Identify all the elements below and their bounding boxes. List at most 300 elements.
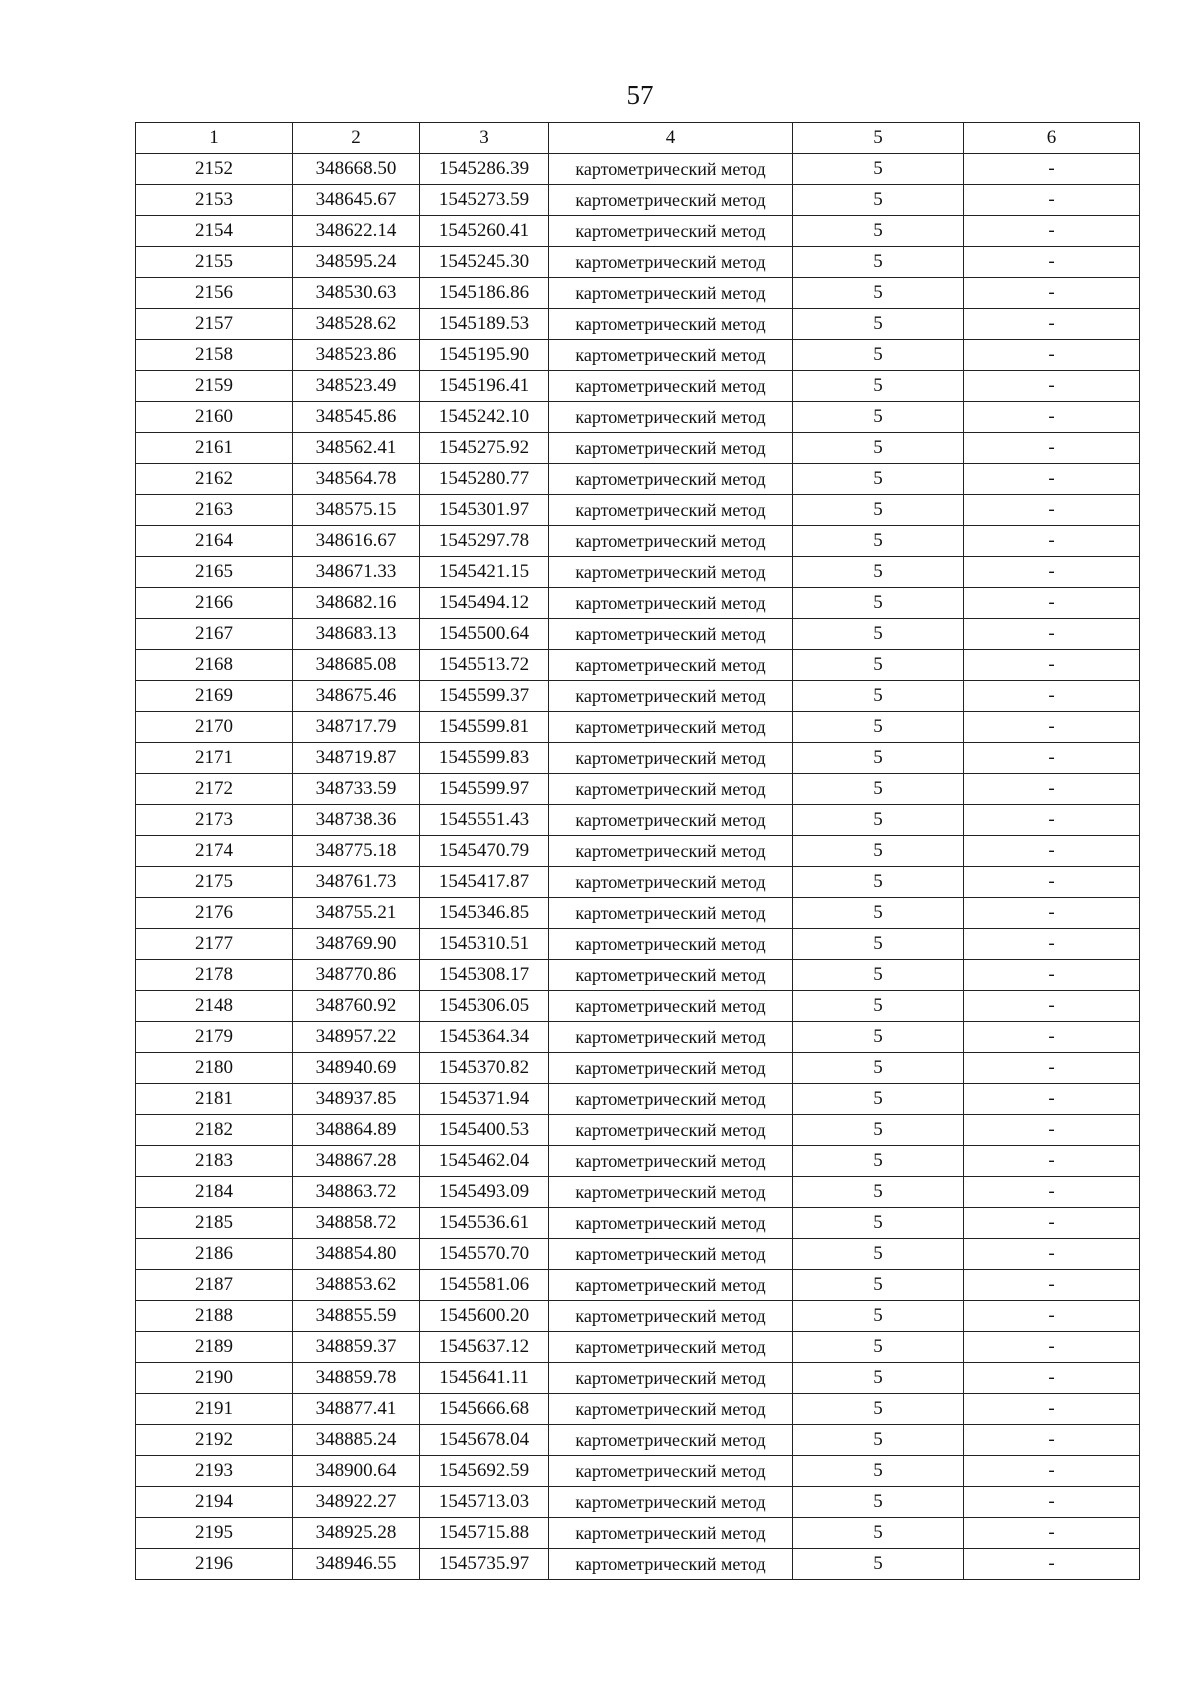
accuracy-cell: 5 bbox=[793, 1239, 964, 1270]
table-row bbox=[136, 557, 1140, 588]
x-coordinate-cell: 348575.15 bbox=[293, 495, 420, 526]
accuracy-cell: 5 bbox=[793, 557, 964, 588]
point-number-cell: 2192 bbox=[136, 1425, 293, 1456]
note-cell: - bbox=[964, 619, 1140, 650]
y-coordinate-cell: 1545242.10 bbox=[420, 402, 549, 433]
x-coordinate-cell: 348622.14 bbox=[293, 216, 420, 247]
x-coordinate-cell: 348562.41 bbox=[293, 433, 420, 464]
table-row bbox=[136, 1146, 1140, 1177]
y-coordinate-cell: 1545600.20 bbox=[420, 1301, 549, 1332]
accuracy-cell: 5 bbox=[793, 1549, 964, 1580]
accuracy-cell: 5 bbox=[793, 433, 964, 464]
point-number-cell: 2167 bbox=[136, 619, 293, 650]
x-coordinate-cell: 348853.62 bbox=[293, 1270, 420, 1301]
x-coordinate-cell: 348769.90 bbox=[293, 929, 420, 960]
point-number-cell: 2186 bbox=[136, 1239, 293, 1270]
y-coordinate-cell: 1545245.30 bbox=[420, 247, 549, 278]
method-cell: картометрический метод bbox=[549, 1239, 793, 1270]
table-row bbox=[136, 340, 1140, 371]
x-coordinate-cell: 348738.36 bbox=[293, 805, 420, 836]
x-coordinate-cell: 348760.92 bbox=[293, 991, 420, 1022]
note-cell: - bbox=[964, 650, 1140, 681]
note-cell: - bbox=[964, 836, 1140, 867]
accuracy-cell: 5 bbox=[793, 867, 964, 898]
note-cell: - bbox=[964, 278, 1140, 309]
x-coordinate-cell: 348940.69 bbox=[293, 1053, 420, 1084]
method-cell: картометрический метод bbox=[549, 1549, 793, 1580]
column-header-4: 4 bbox=[549, 123, 793, 154]
x-coordinate-cell: 348523.86 bbox=[293, 340, 420, 371]
note-cell: - bbox=[964, 1363, 1140, 1394]
note-cell: - bbox=[964, 557, 1140, 588]
x-coordinate-cell: 348675.46 bbox=[293, 681, 420, 712]
accuracy-cell: 5 bbox=[793, 1208, 964, 1239]
y-coordinate-cell: 1545280.77 bbox=[420, 464, 549, 495]
note-cell: - bbox=[964, 867, 1140, 898]
note-cell: - bbox=[964, 805, 1140, 836]
x-coordinate-cell: 348937.85 bbox=[293, 1084, 420, 1115]
x-coordinate-cell: 348564.78 bbox=[293, 464, 420, 495]
y-coordinate-cell: 1545400.53 bbox=[420, 1115, 549, 1146]
coordinates-table-container bbox=[135, 122, 1139, 1580]
column-header-5: 5 bbox=[793, 123, 964, 154]
table-row bbox=[136, 433, 1140, 464]
method-cell: картометрический метод bbox=[549, 1115, 793, 1146]
accuracy-cell: 5 bbox=[793, 805, 964, 836]
note-cell: - bbox=[964, 898, 1140, 929]
method-cell: картометрический метод bbox=[549, 247, 793, 278]
point-number-cell: 2162 bbox=[136, 464, 293, 495]
note-cell: - bbox=[964, 1549, 1140, 1580]
x-coordinate-cell: 348867.28 bbox=[293, 1146, 420, 1177]
method-cell: картометрический метод bbox=[549, 1363, 793, 1394]
method-cell: картометрический метод bbox=[549, 1456, 793, 1487]
table-row bbox=[136, 619, 1140, 650]
point-number-cell: 2196 bbox=[136, 1549, 293, 1580]
point-number-cell: 2168 bbox=[136, 650, 293, 681]
note-cell: - bbox=[964, 1456, 1140, 1487]
y-coordinate-cell: 1545494.12 bbox=[420, 588, 549, 619]
y-coordinate-cell: 1545500.64 bbox=[420, 619, 549, 650]
note-cell: - bbox=[964, 495, 1140, 526]
method-cell: картометрический метод bbox=[549, 1270, 793, 1301]
table-row bbox=[136, 185, 1140, 216]
x-coordinate-cell: 348719.87 bbox=[293, 743, 420, 774]
accuracy-cell: 5 bbox=[793, 929, 964, 960]
note-cell: - bbox=[964, 1208, 1140, 1239]
note-cell: - bbox=[964, 154, 1140, 185]
y-coordinate-cell: 1545581.06 bbox=[420, 1270, 549, 1301]
y-coordinate-cell: 1545641.11 bbox=[420, 1363, 549, 1394]
point-number-cell: 2181 bbox=[136, 1084, 293, 1115]
accuracy-cell: 5 bbox=[793, 836, 964, 867]
note-cell: - bbox=[964, 340, 1140, 371]
y-coordinate-cell: 1545417.87 bbox=[420, 867, 549, 898]
y-coordinate-cell: 1545196.41 bbox=[420, 371, 549, 402]
y-coordinate-cell: 1545666.68 bbox=[420, 1394, 549, 1425]
y-coordinate-cell: 1545470.79 bbox=[420, 836, 549, 867]
point-number-cell: 2190 bbox=[136, 1363, 293, 1394]
y-coordinate-cell: 1545195.90 bbox=[420, 340, 549, 371]
accuracy-cell: 5 bbox=[793, 216, 964, 247]
point-number-cell: 2193 bbox=[136, 1456, 293, 1487]
y-coordinate-cell: 1545599.97 bbox=[420, 774, 549, 805]
note-cell: - bbox=[964, 526, 1140, 557]
note-cell: - bbox=[964, 1022, 1140, 1053]
accuracy-cell: 5 bbox=[793, 1425, 964, 1456]
method-cell: картометрический метод bbox=[549, 154, 793, 185]
method-cell: картометрический метод bbox=[549, 1177, 793, 1208]
x-coordinate-cell: 348733.59 bbox=[293, 774, 420, 805]
method-cell: картометрический метод bbox=[549, 1518, 793, 1549]
x-coordinate-cell: 348683.13 bbox=[293, 619, 420, 650]
accuracy-cell: 5 bbox=[793, 1270, 964, 1301]
table-row bbox=[136, 681, 1140, 712]
point-number-cell: 2172 bbox=[136, 774, 293, 805]
method-cell: картометрический метод bbox=[549, 402, 793, 433]
method-cell: картометрический метод bbox=[549, 495, 793, 526]
y-coordinate-cell: 1545678.04 bbox=[420, 1425, 549, 1456]
method-cell: картометрический метод bbox=[549, 774, 793, 805]
method-cell: картометрический метод bbox=[549, 650, 793, 681]
accuracy-cell: 5 bbox=[793, 991, 964, 1022]
method-cell: картометрический метод bbox=[549, 1053, 793, 1084]
point-number-cell: 2194 bbox=[136, 1487, 293, 1518]
accuracy-cell: 5 bbox=[793, 681, 964, 712]
accuracy-cell: 5 bbox=[793, 154, 964, 185]
accuracy-cell: 5 bbox=[793, 371, 964, 402]
method-cell: картометрический метод bbox=[549, 1394, 793, 1425]
x-coordinate-cell: 348685.08 bbox=[293, 650, 420, 681]
table-row bbox=[136, 1549, 1140, 1580]
table-row bbox=[136, 247, 1140, 278]
table-row bbox=[136, 278, 1140, 309]
x-coordinate-cell: 348671.33 bbox=[293, 557, 420, 588]
table-row bbox=[136, 1053, 1140, 1084]
y-coordinate-cell: 1545599.83 bbox=[420, 743, 549, 774]
x-coordinate-cell: 348717.79 bbox=[293, 712, 420, 743]
note-cell: - bbox=[964, 402, 1140, 433]
x-coordinate-cell: 348922.27 bbox=[293, 1487, 420, 1518]
point-number-cell: 2177 bbox=[136, 929, 293, 960]
x-coordinate-cell: 348616.67 bbox=[293, 526, 420, 557]
accuracy-cell: 5 bbox=[793, 1363, 964, 1394]
note-cell: - bbox=[964, 743, 1140, 774]
y-coordinate-cell: 1545536.61 bbox=[420, 1208, 549, 1239]
accuracy-cell: 5 bbox=[793, 588, 964, 619]
accuracy-cell: 5 bbox=[793, 495, 964, 526]
note-cell: - bbox=[964, 247, 1140, 278]
table-row bbox=[136, 526, 1140, 557]
method-cell: картометрический метод bbox=[549, 991, 793, 1022]
y-coordinate-cell: 1545371.94 bbox=[420, 1084, 549, 1115]
x-coordinate-cell: 348900.64 bbox=[293, 1456, 420, 1487]
x-coordinate-cell: 348682.16 bbox=[293, 588, 420, 619]
point-number-cell: 2184 bbox=[136, 1177, 293, 1208]
table-row bbox=[136, 712, 1140, 743]
method-cell: картометрический метод bbox=[549, 1301, 793, 1332]
note-cell: - bbox=[964, 929, 1140, 960]
table-row bbox=[136, 1084, 1140, 1115]
note-cell: - bbox=[964, 1239, 1140, 1270]
table-row bbox=[136, 650, 1140, 681]
point-number-cell: 2161 bbox=[136, 433, 293, 464]
method-cell: картометрический метод bbox=[549, 371, 793, 402]
table-row bbox=[136, 154, 1140, 185]
table-row bbox=[136, 1332, 1140, 1363]
table-row bbox=[136, 309, 1140, 340]
x-coordinate-cell: 348877.41 bbox=[293, 1394, 420, 1425]
y-coordinate-cell: 1545370.82 bbox=[420, 1053, 549, 1084]
x-coordinate-cell: 348859.37 bbox=[293, 1332, 420, 1363]
method-cell: картометрический метод bbox=[549, 433, 793, 464]
point-number-cell: 2155 bbox=[136, 247, 293, 278]
note-cell: - bbox=[964, 712, 1140, 743]
x-coordinate-cell: 348668.50 bbox=[293, 154, 420, 185]
method-cell: картометрический метод bbox=[549, 216, 793, 247]
point-number-cell: 2156 bbox=[136, 278, 293, 309]
note-cell: - bbox=[964, 1270, 1140, 1301]
point-number-cell: 2164 bbox=[136, 526, 293, 557]
point-number-cell: 2160 bbox=[136, 402, 293, 433]
accuracy-cell: 5 bbox=[793, 464, 964, 495]
method-cell: картометрический метод bbox=[549, 1208, 793, 1239]
table-row bbox=[136, 1270, 1140, 1301]
x-coordinate-cell: 348859.78 bbox=[293, 1363, 420, 1394]
point-number-cell: 2171 bbox=[136, 743, 293, 774]
note-cell: - bbox=[964, 1146, 1140, 1177]
y-coordinate-cell: 1545493.09 bbox=[420, 1177, 549, 1208]
note-cell: - bbox=[964, 681, 1140, 712]
y-coordinate-cell: 1545570.70 bbox=[420, 1239, 549, 1270]
method-cell: картометрический метод bbox=[549, 1332, 793, 1363]
accuracy-cell: 5 bbox=[793, 340, 964, 371]
point-number-cell: 2178 bbox=[136, 960, 293, 991]
accuracy-cell: 5 bbox=[793, 185, 964, 216]
y-coordinate-cell: 1545364.34 bbox=[420, 1022, 549, 1053]
note-cell: - bbox=[964, 216, 1140, 247]
accuracy-cell: 5 bbox=[793, 1518, 964, 1549]
y-coordinate-cell: 1545346.85 bbox=[420, 898, 549, 929]
point-number-cell: 2180 bbox=[136, 1053, 293, 1084]
point-number-cell: 2179 bbox=[136, 1022, 293, 1053]
table-row bbox=[136, 929, 1140, 960]
column-header-3: 3 bbox=[420, 123, 549, 154]
method-cell: картометрический метод bbox=[549, 929, 793, 960]
x-coordinate-cell: 348523.49 bbox=[293, 371, 420, 402]
table-header-row bbox=[136, 123, 1140, 154]
point-number-cell: 2165 bbox=[136, 557, 293, 588]
table-row bbox=[136, 805, 1140, 836]
point-number-cell: 2195 bbox=[136, 1518, 293, 1549]
table-row bbox=[136, 1177, 1140, 1208]
accuracy-cell: 5 bbox=[793, 278, 964, 309]
x-coordinate-cell: 348770.86 bbox=[293, 960, 420, 991]
x-coordinate-cell: 348858.72 bbox=[293, 1208, 420, 1239]
point-number-cell: 2163 bbox=[136, 495, 293, 526]
table-row bbox=[136, 464, 1140, 495]
accuracy-cell: 5 bbox=[793, 309, 964, 340]
method-cell: картометрический метод bbox=[549, 1084, 793, 1115]
x-coordinate-cell: 348854.80 bbox=[293, 1239, 420, 1270]
y-coordinate-cell: 1545306.05 bbox=[420, 991, 549, 1022]
y-coordinate-cell: 1545189.53 bbox=[420, 309, 549, 340]
table-row bbox=[136, 836, 1140, 867]
y-coordinate-cell: 1545599.37 bbox=[420, 681, 549, 712]
method-cell: картометрический метод bbox=[549, 464, 793, 495]
table-row bbox=[136, 1487, 1140, 1518]
table-row bbox=[136, 960, 1140, 991]
x-coordinate-cell: 348755.21 bbox=[293, 898, 420, 929]
column-header-2: 2 bbox=[293, 123, 420, 154]
table-row bbox=[136, 1301, 1140, 1332]
table-row bbox=[136, 402, 1140, 433]
column-header-6: 6 bbox=[964, 123, 1140, 154]
method-cell: картометрический метод bbox=[549, 309, 793, 340]
accuracy-cell: 5 bbox=[793, 1084, 964, 1115]
point-number-cell: 2188 bbox=[136, 1301, 293, 1332]
accuracy-cell: 5 bbox=[793, 960, 964, 991]
accuracy-cell: 5 bbox=[793, 1394, 964, 1425]
x-coordinate-cell: 348855.59 bbox=[293, 1301, 420, 1332]
accuracy-cell: 5 bbox=[793, 650, 964, 681]
accuracy-cell: 5 bbox=[793, 1456, 964, 1487]
point-number-cell: 2166 bbox=[136, 588, 293, 619]
table-row bbox=[136, 898, 1140, 929]
y-coordinate-cell: 1545308.17 bbox=[420, 960, 549, 991]
accuracy-cell: 5 bbox=[793, 1115, 964, 1146]
table-row bbox=[136, 1208, 1140, 1239]
point-number-cell: 2152 bbox=[136, 154, 293, 185]
method-cell: картометрический метод bbox=[549, 278, 793, 309]
accuracy-cell: 5 bbox=[793, 1301, 964, 1332]
accuracy-cell: 5 bbox=[793, 743, 964, 774]
note-cell: - bbox=[964, 1115, 1140, 1146]
x-coordinate-cell: 348545.86 bbox=[293, 402, 420, 433]
note-cell: - bbox=[964, 991, 1140, 1022]
y-coordinate-cell: 1545692.59 bbox=[420, 1456, 549, 1487]
x-coordinate-cell: 348885.24 bbox=[293, 1425, 420, 1456]
note-cell: - bbox=[964, 1394, 1140, 1425]
y-coordinate-cell: 1545713.03 bbox=[420, 1487, 549, 1518]
note-cell: - bbox=[964, 1053, 1140, 1084]
method-cell: картометрический метод bbox=[549, 867, 793, 898]
y-coordinate-cell: 1545273.59 bbox=[420, 185, 549, 216]
x-coordinate-cell: 348863.72 bbox=[293, 1177, 420, 1208]
point-number-cell: 2159 bbox=[136, 371, 293, 402]
method-cell: картометрический метод bbox=[549, 1487, 793, 1518]
method-cell: картометрический метод bbox=[549, 526, 793, 557]
method-cell: картометрический метод bbox=[549, 557, 793, 588]
accuracy-cell: 5 bbox=[793, 402, 964, 433]
y-coordinate-cell: 1545310.51 bbox=[420, 929, 549, 960]
accuracy-cell: 5 bbox=[793, 1332, 964, 1363]
point-number-cell: 2170 bbox=[136, 712, 293, 743]
table-row bbox=[136, 867, 1140, 898]
table-row bbox=[136, 743, 1140, 774]
note-cell: - bbox=[964, 309, 1140, 340]
method-cell: картометрический метод bbox=[549, 805, 793, 836]
note-cell: - bbox=[964, 774, 1140, 805]
table-row bbox=[136, 1115, 1140, 1146]
method-cell: картометрический метод bbox=[549, 340, 793, 371]
y-coordinate-cell: 1545513.72 bbox=[420, 650, 549, 681]
coordinates-table bbox=[135, 122, 1140, 1580]
x-coordinate-cell: 348528.62 bbox=[293, 309, 420, 340]
accuracy-cell: 5 bbox=[793, 712, 964, 743]
point-number-cell: 2175 bbox=[136, 867, 293, 898]
y-coordinate-cell: 1545275.92 bbox=[420, 433, 549, 464]
point-number-cell: 2183 bbox=[136, 1146, 293, 1177]
table-row bbox=[136, 1425, 1140, 1456]
x-coordinate-cell: 348957.22 bbox=[293, 1022, 420, 1053]
accuracy-cell: 5 bbox=[793, 1487, 964, 1518]
table-row bbox=[136, 1456, 1140, 1487]
accuracy-cell: 5 bbox=[793, 774, 964, 805]
note-cell: - bbox=[964, 464, 1140, 495]
note-cell: - bbox=[964, 1301, 1140, 1332]
x-coordinate-cell: 348925.28 bbox=[293, 1518, 420, 1549]
point-number-cell: 2154 bbox=[136, 216, 293, 247]
y-coordinate-cell: 1545735.97 bbox=[420, 1549, 549, 1580]
point-number-cell: 2169 bbox=[136, 681, 293, 712]
point-number-cell: 2189 bbox=[136, 1332, 293, 1363]
table-row bbox=[136, 1239, 1140, 1270]
y-coordinate-cell: 1545637.12 bbox=[420, 1332, 549, 1363]
table-row bbox=[136, 1363, 1140, 1394]
y-coordinate-cell: 1545186.86 bbox=[420, 278, 549, 309]
y-coordinate-cell: 1545297.78 bbox=[420, 526, 549, 557]
y-coordinate-cell: 1545462.04 bbox=[420, 1146, 549, 1177]
method-cell: картометрический метод bbox=[549, 619, 793, 650]
method-cell: картометрический метод bbox=[549, 1022, 793, 1053]
y-coordinate-cell: 1545301.97 bbox=[420, 495, 549, 526]
point-number-cell: 2187 bbox=[136, 1270, 293, 1301]
method-cell: картометрический метод bbox=[549, 712, 793, 743]
point-number-cell: 2191 bbox=[136, 1394, 293, 1425]
accuracy-cell: 5 bbox=[793, 1053, 964, 1084]
point-number-cell: 2148 bbox=[136, 991, 293, 1022]
note-cell: - bbox=[964, 588, 1140, 619]
note-cell: - bbox=[964, 1518, 1140, 1549]
method-cell: картометрический метод bbox=[549, 898, 793, 929]
x-coordinate-cell: 348946.55 bbox=[293, 1549, 420, 1580]
page-number: 57 bbox=[626, 80, 654, 110]
y-coordinate-cell: 1545421.15 bbox=[420, 557, 549, 588]
table-row bbox=[136, 216, 1140, 247]
method-cell: картометрический метод bbox=[549, 681, 793, 712]
table-row bbox=[136, 1022, 1140, 1053]
note-cell: - bbox=[964, 1084, 1140, 1115]
x-coordinate-cell: 348595.24 bbox=[293, 247, 420, 278]
accuracy-cell: 5 bbox=[793, 1022, 964, 1053]
point-number-cell: 2182 bbox=[136, 1115, 293, 1146]
y-coordinate-cell: 1545260.41 bbox=[420, 216, 549, 247]
method-cell: картометрический метод bbox=[549, 960, 793, 991]
method-cell: картометрический метод bbox=[549, 743, 793, 774]
method-cell: картометрический метод bbox=[549, 185, 793, 216]
accuracy-cell: 5 bbox=[793, 247, 964, 278]
y-coordinate-cell: 1545551.43 bbox=[420, 805, 549, 836]
method-cell: картометрический метод bbox=[549, 1146, 793, 1177]
accuracy-cell: 5 bbox=[793, 1146, 964, 1177]
table-row bbox=[136, 588, 1140, 619]
y-coordinate-cell: 1545599.81 bbox=[420, 712, 549, 743]
x-coordinate-cell: 348645.67 bbox=[293, 185, 420, 216]
method-cell: картометрический метод bbox=[549, 836, 793, 867]
note-cell: - bbox=[964, 960, 1140, 991]
method-cell: картометрический метод bbox=[549, 1425, 793, 1456]
